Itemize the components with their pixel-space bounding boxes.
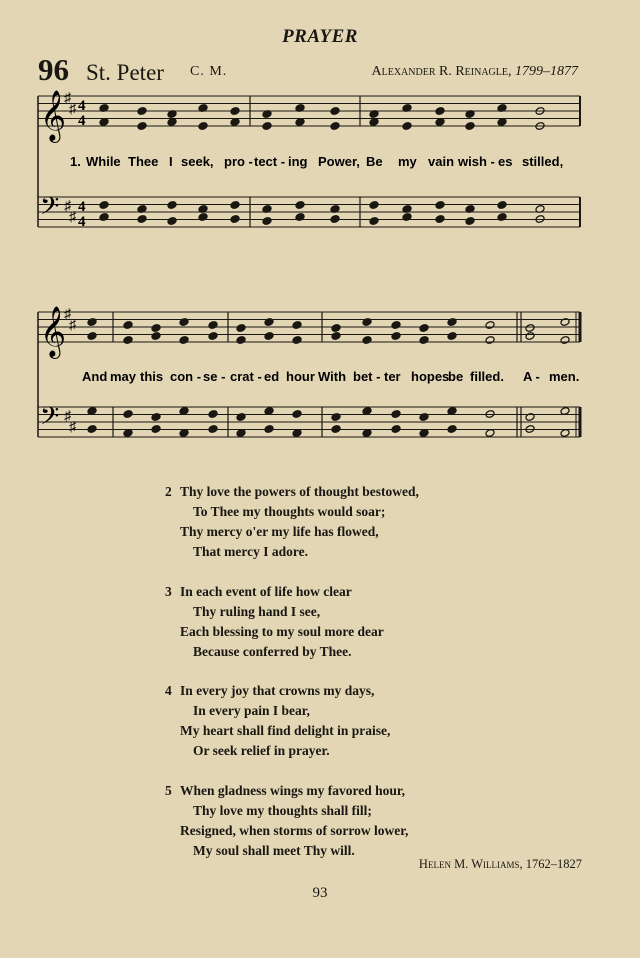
note-head [230,107,240,116]
lyric-word: may [110,369,137,384]
verse-line: Each blessing to my soul more dear [180,624,384,639]
half-note-head [525,324,535,333]
note-head [465,122,475,131]
note-head [447,318,457,327]
sharp-sign: ♯ [69,210,76,225]
bass-staff-1 [38,197,580,227]
note-head [465,217,475,226]
treble-clef: 𝄞 [40,90,67,141]
note-head [198,122,208,131]
lyric-word: pro - [224,154,253,169]
composer-name: Alexander R. Reinagle, [371,64,512,79]
note-head [208,425,218,434]
note-head [435,201,445,210]
sharp-sign: ♯ [64,199,71,214]
treble-clef: 𝄞 [40,306,67,357]
note-head [402,213,412,222]
verse-line: My heart shall find delight in praise, [180,723,391,738]
author-years: 1762–1827 [525,857,582,871]
time-signature: 4 [78,113,86,129]
note-head [208,410,218,419]
lyric-word: Be [366,154,383,169]
lyric-word: crat - [230,369,262,384]
note-head [87,332,97,341]
note-head [264,318,274,327]
note-head [330,122,340,131]
note-head [447,332,457,341]
verse-line: My soul shall meet Thy will. [193,843,355,858]
page-number: 93 [312,885,328,901]
half-note-head [525,332,535,341]
verse-line: Because conferred by Thee. [193,644,352,659]
note-head [447,425,457,434]
note-head [198,213,208,222]
verse-number: 5 [165,783,172,798]
note-head [123,336,133,345]
note-head [99,213,109,222]
note-head [497,201,507,210]
lyric-word: be [448,369,464,384]
bass-staff-2 [38,407,580,437]
note-head [331,425,341,434]
half-note-head [560,318,570,327]
bass-clef: 𝄢 [40,402,60,437]
note-head [123,410,133,419]
lyric-word: While [86,154,121,169]
note-head [236,413,246,422]
lyric-word: this [140,369,164,384]
note-head [236,336,246,345]
note-head [435,107,445,116]
lyric-word: my [398,154,417,169]
half-note-head [485,321,495,330]
note-head [331,332,341,341]
sharp-sign: ♯ [69,102,76,117]
note-head [151,425,161,434]
lyric-word: With [318,369,347,384]
meter: C. M. [190,64,228,79]
lyric-word: men. [549,369,580,384]
verse-line: In each event of life how clear [180,584,352,599]
note-head [292,410,302,419]
note-head [236,324,246,333]
note-head [87,318,97,327]
verse-line: In every joy that crowns my days, [180,683,375,698]
half-note-head [525,413,535,422]
note-head [262,122,272,131]
note-head [362,336,372,345]
sharp-sign: ♯ [64,91,71,106]
lyric-word: Thee [128,154,159,169]
lyric-word: stilled, [522,154,564,169]
note-head [230,201,240,210]
lyric-word: bet - [353,369,381,384]
note-head [419,324,429,333]
note-head [208,321,218,330]
note-head [230,215,240,224]
sharp-sign: ♯ [64,409,71,424]
author [419,857,582,872]
note-head [391,425,401,434]
lyric-word: vain [428,154,455,169]
verse-line: Thy ruling hand I see, [193,604,321,619]
note-head [391,321,401,330]
lyric-word: seek, [181,154,214,169]
lyric-word: wish - [458,154,495,169]
note-head [179,318,189,327]
lyric-word: 1. [70,154,81,169]
lyric-word: And [82,369,108,384]
verse-line: Thy love the powers of thought bestowed, [180,484,419,499]
note-head [331,324,341,333]
note-head [123,321,133,330]
half-note-head [560,336,570,345]
section-title: PRAYER [282,26,358,47]
note-head [369,201,379,210]
lyric-word: con - [170,369,202,384]
note-head [137,122,147,131]
note-head [369,217,379,226]
verse-line: Thy mercy o'er my life has flowed, [180,524,379,539]
note-head [330,107,340,116]
note-head [99,201,109,210]
verse-line: To Thee my thoughts would soar; [193,504,386,519]
tune-name: St. Peter [86,60,164,85]
sharp-sign: ♯ [69,318,76,333]
note-head [391,410,401,419]
treble-staff-2 [38,312,580,342]
lyric-word: ed [264,369,280,384]
sharp-sign: ♯ [69,420,76,435]
lyric-word: Power, [318,154,360,169]
lyric-word: hour [286,369,315,384]
note-head [292,336,302,345]
verse-line: That mercy I adore. [193,544,308,559]
half-note-head [485,336,495,345]
note-head [87,425,97,434]
note-head [151,324,161,333]
lyric-word: hopes [411,369,450,384]
note-head [208,332,218,341]
note-head [264,332,274,341]
note-head [330,215,340,224]
hymn-number: 96 [38,52,69,87]
verse-number: 2 [165,484,172,499]
verse-line: Resigned, when storms of sorrow lower, [180,823,409,838]
lyric-word: es [498,154,513,169]
note-head [264,425,274,434]
time-signature: 4 [78,98,86,114]
verse-number: 4 [165,683,172,698]
note-head [151,332,161,341]
note-head [419,336,429,345]
composer-years: 1799–1877 [515,64,578,79]
note-head [331,413,341,422]
note-head [292,321,302,330]
note-head [179,336,189,345]
note-head [137,107,147,116]
note-head [497,213,507,222]
lyric-word: tect - [254,154,286,169]
note-head [435,215,445,224]
author-name: Helen M. Williams, [418,857,523,871]
lyric-word: I [169,154,173,169]
lyric-word: ing [288,154,308,169]
note-head [137,215,147,224]
time-signature: 4 [78,199,86,215]
lyric-word: filled. [470,369,504,384]
verse-line: Or seek relief in prayer. [193,743,330,758]
lyric-word: A - [523,369,540,384]
note-head [262,217,272,226]
note-head [167,217,177,226]
sharp-sign: ♯ [64,307,71,322]
bass-clef: 𝄢 [40,192,60,227]
note-head [167,201,177,210]
verse-line: In every pain I bear, [193,703,310,718]
verse-line: Thy love my thoughts shall fill; [193,803,372,818]
time-signature: 4 [78,214,86,230]
note-head [151,413,161,422]
lyric-word: ter [384,369,401,384]
note-head [295,201,305,210]
note-head [362,318,372,327]
note-head [419,413,429,422]
note-head [402,122,412,131]
verse-number: 3 [165,584,172,599]
verse-line: When gladness wings my favored hour, [180,783,406,798]
note-head [295,213,305,222]
lyric-word: se - [203,369,226,384]
note-head [391,332,401,341]
music-score [0,0,640,470]
